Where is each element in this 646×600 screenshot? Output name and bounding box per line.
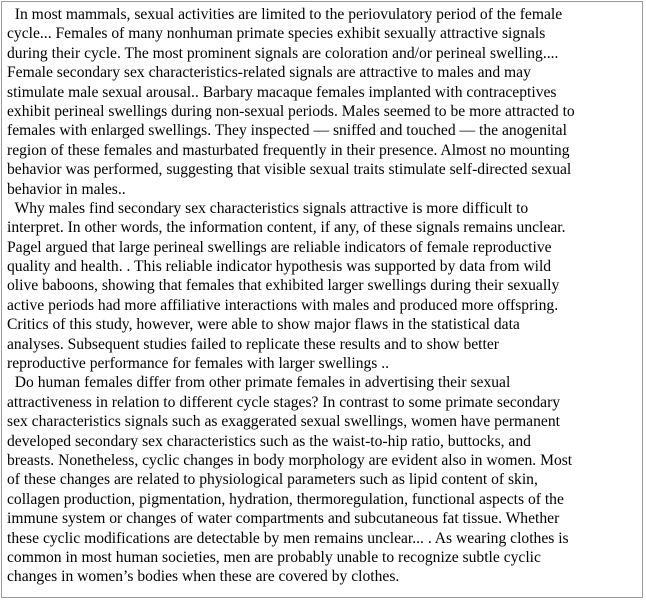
text-line: Why males find secondary sex characteristics signals attractive is more difficult to [7,199,529,217]
text-line: changes in women’s bodies when these are covered by clothes. [7,568,400,586]
text-line: during their cycle. The most prominent signals are coloration and/or perineal swelling.... [7,44,559,62]
text-line: exhibit perineal swellings during non-sexual periods. Males seemed to be more attracted to [7,102,575,120]
text-line: of these changes are related to physiological parameters such as lipid content of skin, [7,471,538,489]
text-line: Critics of this study, however, were able to show major flaws in the statistical data [7,316,520,334]
text-line: olive baboons, showing that females that exhibited larger swellings during their sexually [7,277,560,295]
text-line: quality and health. . This reliable indicator hypothesis was supported by data from wild [7,258,552,276]
text-line: developed secondary sex characteristics such as the waist-to-hip ratio, buttocks, and [7,432,531,450]
text-line: behavior was performed, suggesting that visible sexual traits stimulate self-directed sexual [7,161,572,179]
text-line: sex characteristics signals such as exaggerated sexual swellings, women have permanent [7,413,560,431]
text-line: collagen production, pigmentation, hydration, thermoregulation, functional aspects of the [7,490,564,508]
text-line: cycle... Females of many nonhuman primate species exhibit sexually attractive signals [7,25,546,43]
text-line: attractiveness in relation to different cycle stages? In contrast to some primate secondary [7,393,561,411]
text-line: interpret. In other words, the information content, if any, of these signals remains unclear. [7,219,566,237]
document-frame [1,1,643,598]
text-line: common in most human societies, men are probably unable to recognize subtle cyclic [7,548,541,566]
document-text [7,5,641,587]
text-line: active periods had more affiliative interactions with males and produced more offspring. [7,296,559,314]
text-line: these cyclic modifications are detectable by men remains unclear... . As wearing clothes is [7,529,569,547]
text-line: In most mammals, sexual activities are limited to the periovulatory period of the female [7,6,563,23]
text-line: stimulate male sexual arousal.. Barbary macaque females implanted with contraceptives [7,83,557,101]
text-line: females with enlarged swellings. They inspected — sniffed and touched — the anogenital [7,122,567,140]
text-line: region of these females and masturbated frequently in their presence. Almost no mounting [7,141,570,159]
text-line: Do human females differ from other primate females in advertising their sexual [7,374,511,392]
text-line: breasts. Nonetheless, cyclic changes in body morphology are evident also in women. Most [7,451,573,469]
text-line: Pagel argued that large perineal swellings are reliable indicators of female reproductive [7,238,552,256]
text-line: reproductive performance for females with larger swellings .. [7,355,390,373]
text-line: behavior in males.. [7,180,126,198]
text-line: analyses. Subsequent studies failed to replicate these results and to show better [7,335,499,353]
text-line: Female secondary sex characteristics-related signals are attractive to males and may [7,64,531,82]
text-line: immune system or changes of water compartments and subcutaneous fat tissue. Whether [7,510,560,528]
